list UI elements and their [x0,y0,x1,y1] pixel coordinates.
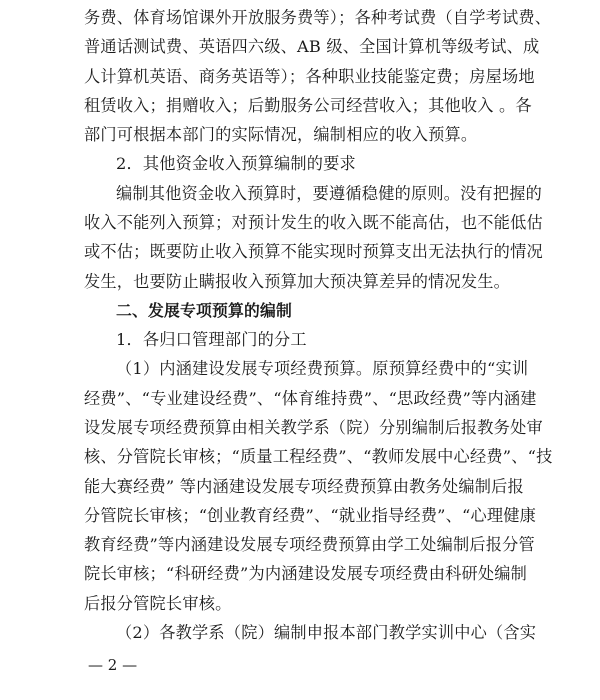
paragraph-line: 经费”、“专业建设经费”、“体育维持费”、“思政经费”等内涵建 [84,389,537,408]
page-number: — 2 — [88,656,138,674]
paragraph-line: 编制其他资金收入预算时，要遵循稳健的原则。没有把握的 [116,184,543,203]
paragraph-line: 人计算机英语、商务英语等）；各种职业技能鉴定费；房屋场地 [84,67,535,86]
paragraph-line: 部门可根据本部门的实际情况，编制相应的收入预算。 [84,125,478,144]
paragraph-line: 务费、体育场馆课外开放服务费等）；各种考试费（自学考试费、 [84,8,552,27]
paragraph-line: 核、分管院长审核；“质量工程经费”、“教师发展中心经费”、“技 [84,447,553,466]
paragraph-line: 设发展专项经费预算由相关教学系（院）分别编制后报教务处审 [84,418,543,437]
paragraph-line: 能大赛经费” 等内涵建设发展专项经费预算由教务处编制后报 [84,477,524,496]
section-heading: 二、发展专项预算的编制 [116,301,292,320]
paragraph-line: 租赁收入；捐赠收入；后勤服务公司经营收入；其他收入 。各 [84,96,532,115]
paragraph-line: 发生，也要防止瞒报收入预算加大预决算差异的情况发生。 [84,272,511,291]
paragraph-line: 1．各归口管理部门的分工 [116,330,307,349]
paragraph-line: （2）各教学系（院）编制申报本部门教学实训中心（含实 [116,623,537,642]
paragraph-line: （1）内涵建设发展专项经费预算。原预算经费中的“实训 [116,359,529,378]
paragraph-line: 普通话测试费、英语四六级、AB 级、全国计算机等级考试、成 [84,37,540,56]
paragraph-line: 后报分管院长审核。 [84,594,232,613]
paragraph-line: 2．其他资金收入预算编制的要求 [116,154,356,173]
paragraph-line: 收入不能列入预算；对预计发生的收入既不能高估，也不能低估 [84,213,543,232]
paragraph-line: 教育经费”等内涵建设发展专项经费预算由学工处编制后报分管 [84,535,535,554]
paragraph-line: 或不估；既要防止收入预算不能实现时预算支出无法执行的情况 [84,242,543,261]
paragraph-line: 院长审核；“科研经费”为内涵建设发展专项经费由科研处编制 [84,564,528,583]
paragraph-line: 分管院长审核；“创业教育经费”、“就业指导经费”、“心理健康 [84,506,537,525]
